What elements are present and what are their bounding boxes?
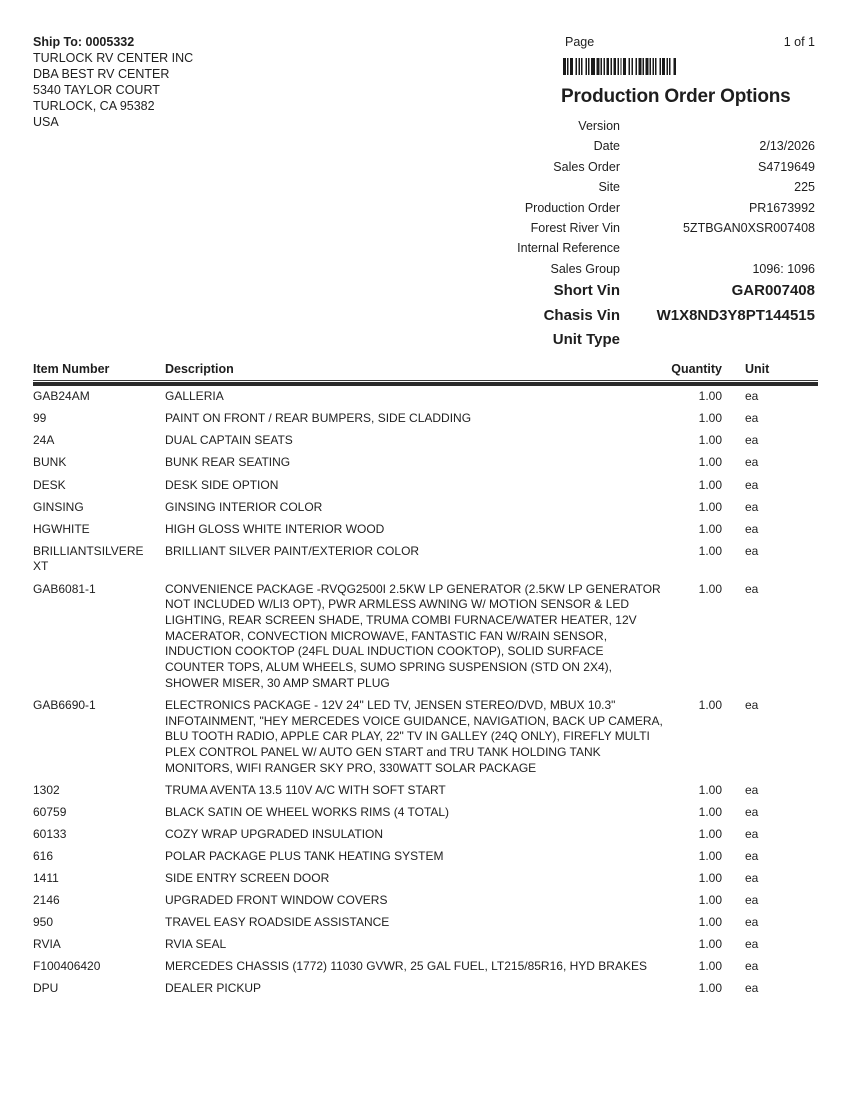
cell-unit: ea	[745, 389, 759, 404]
cell-description: TRAVEL EASY ROADSIDE ASSISTANCE	[165, 915, 390, 930]
ship-to-line: TURLOCK RV CENTER INC	[33, 51, 194, 65]
cell-item: RVIA	[33, 937, 61, 952]
cell-item: DESK	[33, 477, 66, 492]
meta-label: Chasis Vin	[543, 306, 620, 324]
table-row	[33, 846, 818, 868]
order-meta-fields	[450, 116, 815, 353]
cell-description: GINSING INTERIOR COLOR	[165, 499, 323, 514]
table-row	[33, 780, 818, 802]
cell-unit: ea	[745, 543, 759, 558]
cell-item: F100406420	[33, 959, 101, 974]
meta-value	[620, 328, 815, 353]
cell-description: SIDE ENTRY SCREEN DOOR	[165, 871, 330, 886]
cell-unit: ea	[745, 581, 759, 596]
cell-description: PAINT ON FRONT / REAR BUMPERS, SIDE CLADDING	[165, 411, 472, 426]
cell-quantity: 1.00	[698, 959, 722, 974]
cell-description: ELECTRONICS PACKAGE - 12V 24" LED TV, JENSEN STEREO/DVD, MBUX 10.3" INFOTAINMENT, "HEY MERCEDES VOICE GUIDANCE, NAVIGATION, BACK UP CAMERA, BLU TOOTH RADIO, APPLE CAR PLAY, 22" TV IN GALLEY (24Q ONLY), FIREFLY MULTI PLEX CONTROL PANEL W/ AUTO GEN START and TRU TANK HOLDING TANK MONITORS, WIFI RANGER SKY PRO, 330WATT SOLAR PACKAGE	[165, 697, 663, 775]
table-row	[33, 541, 818, 579]
meta-row	[450, 136, 815, 156]
cell-description: CONVENIENCE PACKAGE -RVQG2500I 2.5KW LP GENERATOR (2.5KW LP GENERATOR NOT INCLUDED W/LI3 OPT), PWR ARMLESS AWNING W/ MOTION SENSOR & LED LIGHTING, REAR SCREEN SHADE, TRUMA COMBI FURNACE/WATER HEATER, 12V MACERATOR, CONVECTION MICROWAVE, FANTASTIC FAN W/RAIN SENSOR, INDUCTION COOKTOP (24FL DUAL INDUCTION COOKTOP), SOLID SURFACE COUNTER TOPS, ALUM WHEELS, SUMO SPRING SUSPENSION (STD ON 2X4), SHOWER MISER, 30 AMP SMART PLUG	[165, 581, 661, 690]
table-row	[33, 978, 818, 1000]
ship-to-line: 5340 TAYLOR COURT	[33, 83, 160, 97]
cell-item: 1302	[33, 782, 60, 797]
cell-quantity: 1.00	[698, 915, 722, 930]
cell-description: BLACK SATIN OE WHEEL WORKS RIMS (4 TOTAL)	[165, 804, 450, 819]
col-header-description: Description	[165, 362, 234, 376]
meta-value: S4719649	[757, 159, 815, 174]
meta-label: Short Vin	[553, 282, 620, 300]
meta-row	[450, 328, 815, 353]
cell-description: DEALER PICKUP	[165, 981, 262, 996]
cell-item: GAB24AM	[33, 389, 90, 404]
cell-unit: ea	[745, 411, 759, 426]
cell-unit: ea	[745, 433, 759, 448]
col-header-unit: Unit	[745, 362, 770, 376]
cell-description: HIGH GLOSS WHITE INTERIOR WOOD	[165, 521, 385, 536]
cell-description: MERCEDES CHASSIS (1772) 11030 GVWR, 25 GAL FUEL, LT215/85R16, HYD BRAKES	[165, 959, 647, 974]
table-row	[33, 430, 818, 452]
table-row	[33, 890, 818, 912]
cell-quantity: 1.00	[698, 411, 722, 426]
ship-to-block	[33, 34, 193, 130]
table-row	[33, 912, 818, 934]
table-row	[33, 386, 818, 408]
meta-value: 5ZTBGAN0XSR007408	[682, 221, 815, 236]
cell-quantity: 1.00	[698, 499, 722, 514]
meta-value	[620, 116, 815, 136]
meta-row	[450, 157, 815, 177]
cell-quantity: 1.00	[698, 826, 722, 841]
cell-description: TRUMA AVENTA 13.5 110V A/C WITH SOFT START	[165, 782, 446, 797]
meta-label: Sales Order	[553, 159, 620, 174]
cell-unit: ea	[745, 871, 759, 886]
cell-unit: ea	[745, 848, 759, 863]
cell-item: BRILLIANTSILVEREXT	[33, 543, 144, 574]
meta-label: Site	[598, 180, 620, 195]
meta-row	[450, 279, 815, 304]
cell-description: BRILLIANT SILVER PAINT/EXTERIOR COLOR	[165, 543, 420, 558]
cell-item: 60759	[33, 804, 67, 819]
meta-row	[450, 259, 815, 279]
meta-value: GAR007408	[731, 282, 815, 300]
cell-quantity: 1.00	[698, 543, 722, 558]
table-row	[33, 868, 818, 890]
cell-item: 950	[33, 915, 54, 930]
cell-quantity: 1.00	[698, 697, 722, 712]
cell-item: 616	[33, 848, 54, 863]
cell-item: 1411	[33, 871, 59, 886]
cell-quantity: 1.00	[698, 871, 722, 886]
meta-row	[450, 238, 815, 258]
cell-unit: ea	[745, 826, 759, 841]
col-header-item-number: Item Number	[33, 362, 110, 376]
cell-description: RVIA SEAL	[165, 937, 227, 952]
page-indicator	[565, 35, 815, 49]
ship-to-line: TURLOCK, CA 95382	[33, 99, 155, 113]
cell-item: GINSING	[33, 499, 84, 514]
table-row	[33, 695, 818, 780]
ship-to-title: Ship To: 0005332	[33, 35, 135, 49]
meta-row	[450, 198, 815, 218]
cell-quantity: 1.00	[698, 981, 722, 996]
cell-unit: ea	[745, 455, 759, 470]
table-row	[33, 956, 818, 978]
meta-label: Version	[578, 119, 620, 133]
page-value: 1 of 1	[783, 35, 815, 49]
cell-description: BUNK REAR SEATING	[165, 455, 291, 470]
cell-description: DESK SIDE OPTION	[165, 477, 279, 492]
cell-unit: ea	[745, 937, 759, 952]
meta-label: Date	[593, 139, 620, 154]
cell-quantity: 1.00	[698, 477, 722, 492]
cell-quantity: 1.00	[698, 782, 722, 797]
meta-row	[450, 177, 815, 197]
document-title: Production Order Options	[561, 86, 791, 107]
page-label: Page	[565, 35, 595, 49]
cell-item: GAB6690-1	[33, 697, 96, 712]
cell-quantity: 1.00	[698, 893, 722, 908]
cell-item: BUNK	[33, 455, 67, 470]
cell-description: DUAL CAPTAIN SEATS	[165, 433, 293, 448]
meta-value	[620, 238, 815, 258]
cell-quantity: 1.00	[698, 937, 722, 952]
table-row	[33, 934, 818, 956]
cell-description: GALLERIA	[165, 389, 224, 404]
cell-unit: ea	[745, 477, 759, 492]
ship-to-line: DBA BEST RV CENTER	[33, 67, 170, 81]
table-row	[33, 408, 818, 430]
barcode-icon	[563, 58, 679, 75]
cell-unit: ea	[745, 893, 759, 908]
items-table-header	[33, 362, 818, 381]
cell-item: 24A	[33, 433, 55, 448]
cell-unit: ea	[745, 521, 759, 536]
items-table-body	[33, 386, 818, 1000]
cell-description: UPGRADED FRONT WINDOW COVERS	[165, 893, 388, 908]
cell-item: GAB6081-1	[33, 581, 96, 596]
table-row	[33, 824, 818, 846]
cell-unit: ea	[745, 959, 759, 974]
cell-quantity: 1.00	[698, 389, 722, 404]
cell-quantity: 1.00	[698, 521, 722, 536]
meta-value: 225	[794, 180, 815, 195]
meta-row	[450, 218, 815, 238]
cell-quantity: 1.00	[698, 848, 722, 863]
ship-to-address	[33, 50, 193, 130]
table-row	[33, 578, 818, 694]
meta-row	[450, 116, 815, 136]
cell-unit: ea	[745, 697, 759, 712]
cell-unit: ea	[745, 499, 759, 514]
cell-unit: ea	[745, 782, 759, 797]
cell-item: HGWHITE	[33, 521, 90, 536]
meta-row	[450, 304, 815, 329]
meta-label: Internal Reference	[517, 241, 620, 256]
cell-unit: ea	[745, 981, 759, 996]
cell-unit: ea	[745, 804, 759, 819]
meta-value: W1X8ND3Y8PT144515	[656, 306, 815, 324]
meta-label: Forest River Vin	[530, 221, 620, 236]
cell-item: 60133	[33, 826, 67, 841]
meta-value: PR1673992	[748, 200, 815, 215]
items-table	[33, 362, 818, 1000]
table-row	[33, 518, 818, 540]
meta-value: 1096: 1096	[752, 261, 815, 276]
meta-label: Unit Type	[552, 331, 620, 349]
col-header-quantity: Quantity	[671, 362, 722, 376]
cell-description: POLAR PACKAGE PLUS TANK HEATING SYSTEM	[165, 848, 444, 863]
cell-item: 99	[33, 411, 47, 426]
cell-quantity: 1.00	[698, 581, 722, 596]
meta-value: 2/13/2026	[759, 139, 815, 154]
cell-quantity: 1.00	[698, 433, 722, 448]
table-row	[33, 802, 818, 824]
table-row	[33, 452, 818, 474]
cell-unit: ea	[745, 915, 759, 930]
cell-description: COZY WRAP UPGRADED INSULATION	[165, 826, 384, 841]
table-row	[33, 474, 818, 496]
table-row	[33, 496, 818, 518]
cell-quantity: 1.00	[698, 804, 722, 819]
cell-item: DPU	[33, 981, 59, 996]
cell-quantity: 1.00	[698, 455, 722, 470]
meta-label: Production Order	[524, 200, 620, 215]
cell-item: 2146	[33, 893, 60, 908]
ship-to-line: USA	[33, 115, 59, 129]
meta-label: Sales Group	[550, 261, 620, 276]
